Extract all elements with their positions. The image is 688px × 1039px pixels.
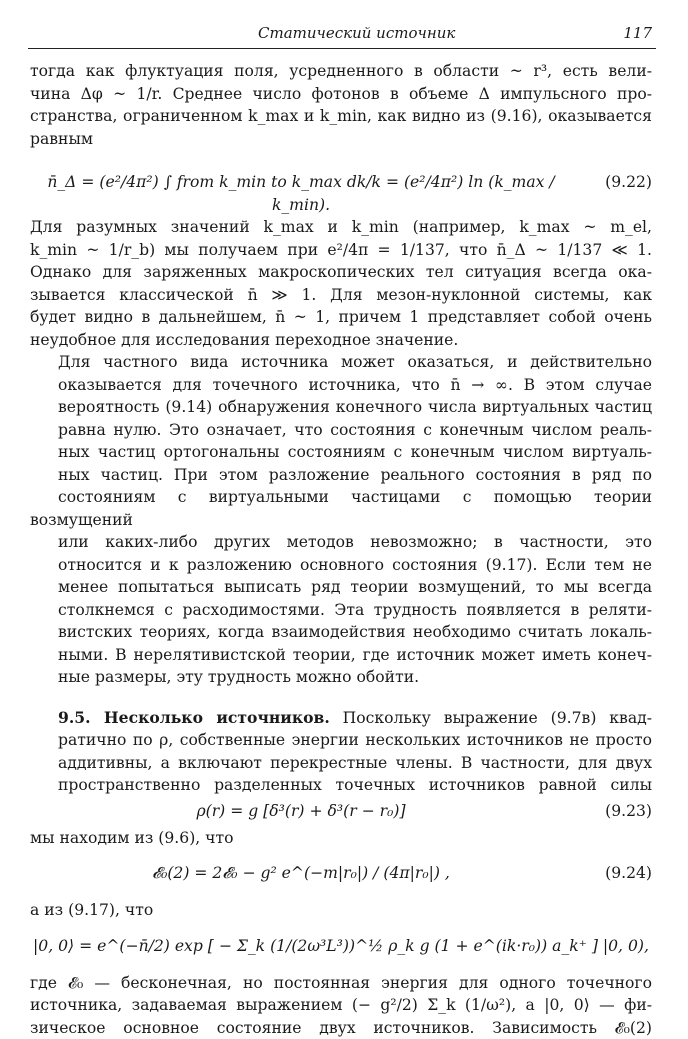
text-line: k_min ~ 1/r_b) мы получаем при e²/4π = 1/137, что n̄_Δ ~ 1/137 ≪ 1. [30,239,652,262]
text-line: пространственно разделенных точечных источников равной силы [30,774,652,797]
paragraph-point-source [30,351,652,689]
text-line: где 𝓔₀ — бесконечная, но постоянная энергия для одного точечного [30,972,652,995]
section-text: Поскольку выражение (9.7в) квад- [330,709,652,727]
equation-9-24 [30,852,652,896]
paragraph-from-9-6 [30,827,652,850]
text-line: зывается классической n̄ ≫ 1. Для мезон-нуклонной системы, как [30,284,652,307]
section-heading: 9.5. Несколько источников. [58,708,330,727]
text-line: аддитивны, а включают перекрестные члены. В частности, для двух [30,752,652,775]
equation-formula: |0, 0⟩ = e^(−n̄/2) exp [ − Σ_k (1/(2ω³L³))^½ ρ_k g (1 + e^(ik·r₀)) a_k⁺ ] |0, 0), [30,935,652,958]
text-line: чина Δφ ~ 1/r. Среднее число фотонов в объеме Δ импульсного про- [30,83,652,106]
paragraph-fluctuation [30,60,652,150]
text-line: ных частиц ортогональны состояниям с конечным числом виртуаль- [30,441,652,464]
text-line [30,707,652,730]
equation-ground-state [30,925,652,969]
running-header [28,22,656,49]
text-line: равным [30,128,652,151]
equation-number: (9.22) [605,171,652,194]
page-number: 117 [623,24,652,42]
text-line: источника, задаваемая выражением (− g²/2) Σ_k (1/ω²), а |0, 0⟩ — фи- [30,994,652,1017]
text-line: Однако для заряженных макроскопических тел ситуация всегда ока- [30,261,652,284]
text-line: вистских теориях, когда взаимодействия необходимо считать локаль- [30,621,652,644]
equation-9-22 [30,153,652,213]
text-line: зическое основное состояние двух источников. Зависимость 𝓔₀(2) [30,1017,652,1039]
paragraph-reasonable-values [30,216,652,351]
text-line: ратично по ρ, собственные энергии нескольких источников не просто [30,729,652,752]
text-line: относится и к разложению основного состояния (9.17). Если тем не [30,554,652,577]
text-line: Для частного вида источника может оказаться, и действительно [30,351,652,374]
equation-9-23 [30,800,652,824]
text-line: будет видно в дальнейшем, n̄ ~ 1, причем 1 представляет собой очень [30,306,652,329]
text-line: менее попытаться выписать ряд теории возмущений, то мы всегда [30,576,652,599]
text-line: равна нулю. Это означает, что состояния с конечным числом реаль- [30,419,652,442]
paragraph-from-9-17 [30,899,652,922]
text-line: неудобное для исследования переходное значение. [30,329,652,352]
equation-formula: n̄_Δ = (e²/4π²) ∫ from k_min to k_max dk/k = (e²/4π²) ln (k_max / k_min). [30,171,572,216]
equation-number: (9.23) [605,800,652,823]
text-line: оказывается для точечного источника, что n̄ → ∞. В этом случае [30,374,652,397]
text-line: или каких-либо других методов невозможно; в частности, это [30,531,652,554]
equation-formula: ρ(r) = g [δ³(r) + δ³(r − r₀)] [30,800,572,823]
text-line: странства, ограниченном k_max и k_min, как видно из (9.16), оказывается [30,105,652,128]
section-several-sources [30,707,652,797]
text-line: ных частиц. При этом разложение реального состояния в ряд по [30,464,652,487]
text-line: тогда как флуктуация поля, усредненного в области ~ r³, есть вели- [30,60,652,83]
text-line: ными. В нерелятивистской теории, где источник может иметь конеч- [30,644,652,667]
text-line: вероятность (9.14) обнаружения конечного числа виртуальных частиц [30,396,652,419]
equation-number: (9.24) [605,862,652,885]
paragraph-infinite-energy [30,972,652,1039]
text-line: состояниям с виртуальными частицами с помощью теории возмущений [30,486,652,531]
text-line: а из (9.17), что [30,899,652,922]
text-line: мы находим из (9.6), что [30,827,652,850]
text-line: столкнемся с расходимостями. Эта трудность появляется в реляти- [30,599,652,622]
running-title: Статический источник [258,24,455,42]
text-line: ные размеры, эту трудность можно обойти. [30,666,652,689]
page-body [30,60,652,1039]
section-spacer [30,689,652,707]
equation-formula: 𝓔₀(2) = 2𝓔₀ − g² e^(−m|r₀|) / (4π|r₀|) , [30,862,572,885]
text-line: Для разумных значений k_max и k_min (например, k_max ~ m_el, [30,216,652,239]
